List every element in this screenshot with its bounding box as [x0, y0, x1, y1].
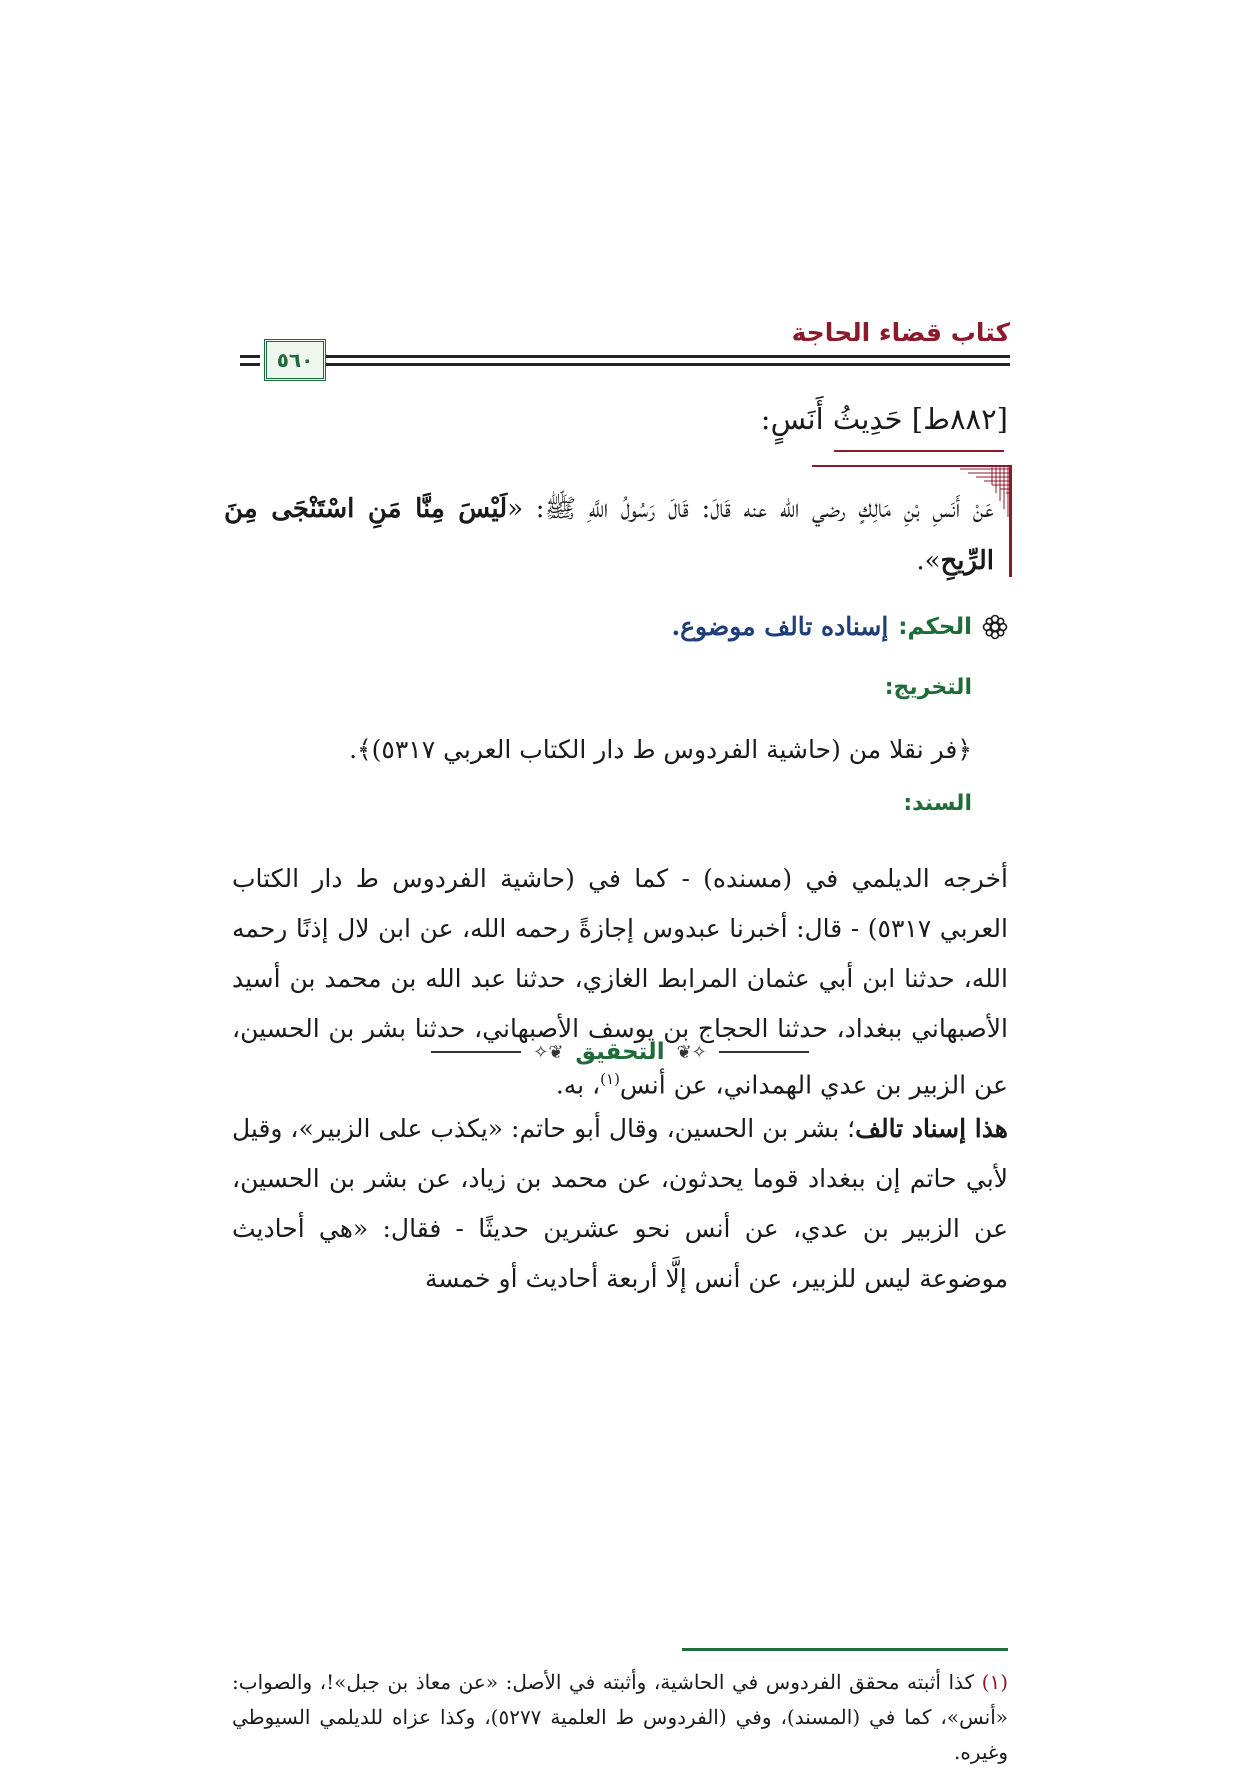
sanad-tail: ، به. [555, 1070, 601, 1100]
ruling-label: الحكم: [898, 613, 972, 640]
page-number: ٥٦٠ [264, 339, 326, 381]
hadith-text [224, 483, 994, 587]
footnote-text: كذا أثبته محقق الفردوس في الحاشية، وأثبته في الأصل: «عن معاذ بن جبل»!، والصواب: «أنس»، كما في (المسند)، وفي (الفردوس ط العلمية ٥٢٧٧)، وكذا عزاه للديلمي السيوطي وغيره. [232, 1670, 1008, 1764]
takhrij-text: ﴿فر نقلا من (حاشية الفردوس ط دار الكتاب العربي ٥٣١٧)﴾. [349, 735, 972, 764]
footnote [232, 1665, 1008, 1770]
takhrij-label: التخريج: [884, 675, 972, 700]
book-title: كتاب قضاء الحاجة [791, 318, 1010, 347]
verification-label: التحقيق [575, 1039, 665, 1065]
verification-text: ؛ بشر بن الحسين، وقال أبو حاتم: «يكذب على الزبير»، وقيل لأبي حاتم إن ببغداد قوما يحدثون، عن محمد بن زياد، عن بشر بن الحسين، عن الزبير بن عدي، عن أنس نحو عشرين حديثًا - فقال: «هي أحاديث موضوعة ليس للزبير، عن أنس إلَّا أربعة أحاديث أو خمسة [231, 1114, 1008, 1293]
ruling [671, 612, 1008, 641]
header-rule [240, 363, 260, 366]
header-rule [272, 355, 1010, 358]
hadith-frame [812, 465, 1012, 467]
verification-paragraph [232, 1104, 1008, 1304]
footnote-rule [682, 1648, 1008, 1651]
header-rule [272, 363, 1010, 366]
ruling-text: إسناده تالف موضوع. [671, 612, 889, 641]
hadith-box [224, 465, 1012, 583]
header-rule [240, 355, 260, 358]
sanad-text: أخرجه الديلمي في (مسنده) - كما في (حاشية الفردوس ط دار الكتاب العربي ٥٣١٧) - قال: أخبرنا عبدوس إجازةً رحمه الله، عن ابن لال إذنًا رحمه الله، حدثنا ابن أبي عثمان المرابط الغازي، حدثنا عبد الله بن محمد بن أسيد الأصبهاني ببغداد، حدثنا الحجاج بن يوسف الأصبهاني، حدثنا بشر بن الحسين، عن الزبير بن عدي الهمداني، عن أنس [232, 864, 1008, 1100]
divider-line [719, 1051, 809, 1053]
sanad-label: السند: [903, 791, 972, 816]
divider-line [431, 1051, 521, 1053]
hadith-quote: لَيْسَ مِنَّا مَنِ اسْتَنْجَى مِنَ الرِّيحِ [224, 494, 994, 576]
divider-ornament-icon: ✧❦ [676, 1041, 707, 1063]
hadith-heading: [٨٨٢ط] حَدِيثُ أَنَسٍ: [760, 402, 1008, 436]
section-divider [232, 1032, 1008, 1072]
divider-ornament-icon: ❦✧ [533, 1041, 564, 1063]
hadith-intro: عَنْ أَنَسِ بْنِ مَالِكٍ رضي الله عنه قَالَ: قَالَ رَسُولُ اللَّهِ ﷺ: « [507, 494, 994, 524]
heading-underline [834, 450, 1004, 452]
hadith-frame [1009, 465, 1012, 577]
verification-lead: هذا إسناد تالف [855, 1114, 1008, 1143]
footnote-ref: (١) [600, 1070, 620, 1088]
footnote-number: (١) [981, 1670, 1009, 1694]
flower-ornament-icon [982, 614, 1008, 640]
hadith-closing: ». [916, 546, 941, 576]
